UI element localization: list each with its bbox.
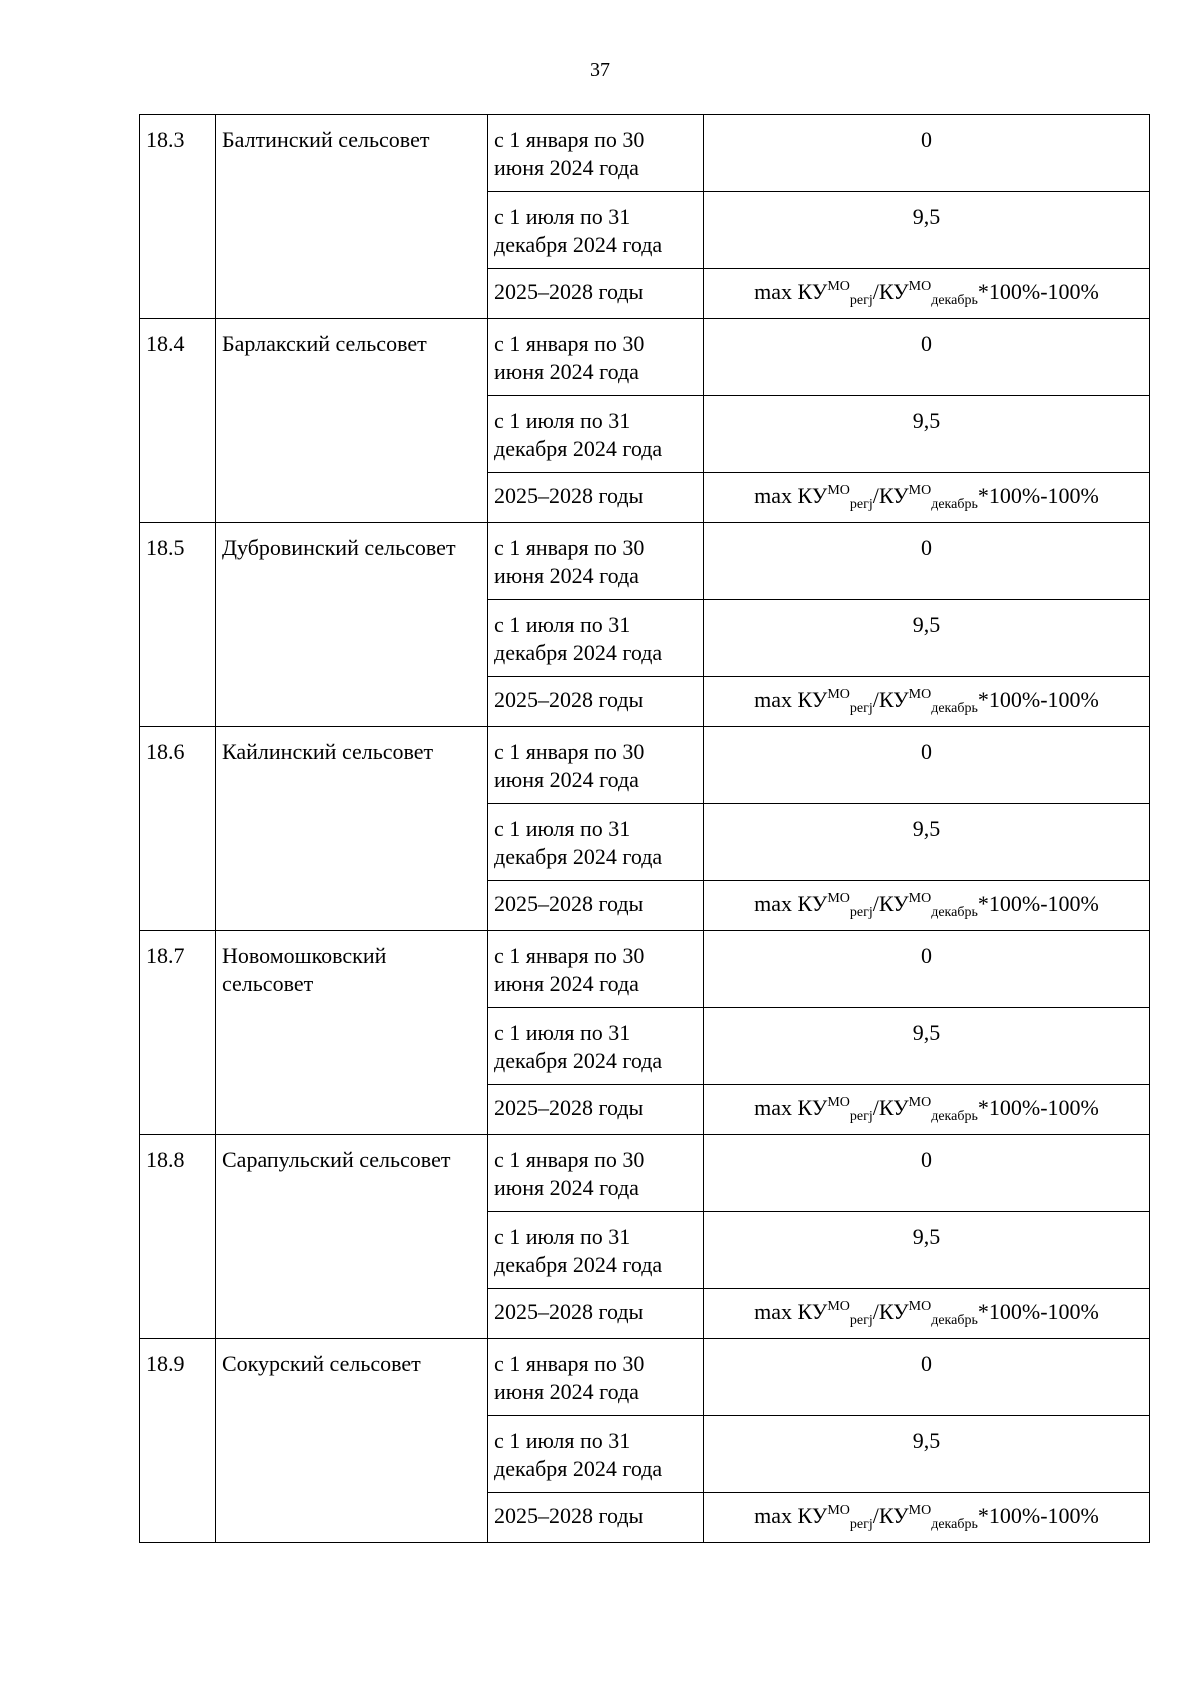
municipality-name: Дубровинский сельсовет [216, 523, 488, 727]
period-label: 2025–2028 годы [488, 473, 704, 523]
formula-sup: МО [827, 1095, 850, 1110]
row-number: 18.3 [140, 115, 216, 319]
table-row [140, 319, 1150, 396]
period-label: 2025–2028 годы [488, 1493, 704, 1543]
formula-suffix: *100%-100% [977, 1299, 1099, 1324]
index-value: 9,5 [704, 1008, 1150, 1085]
period-label: с 1 июля по 31 декабря 2024 года [488, 396, 704, 473]
formula-sup: МО [908, 279, 932, 294]
formula-suffix: *100%-100% [977, 891, 1099, 916]
period-label: 2025–2028 годы [488, 1289, 704, 1339]
formula-sup: МО [908, 687, 932, 702]
index-value: 9,5 [704, 192, 1150, 269]
formula-suffix: *100%-100% [977, 279, 1099, 304]
formula-sup: МО [908, 1503, 932, 1518]
period-label: 2025–2028 годы [488, 269, 704, 319]
table-row [140, 115, 1150, 192]
formula-sub: декабрь [931, 1313, 978, 1328]
formula-mid: /КУ [872, 279, 909, 304]
formula-sub: регj [849, 905, 873, 920]
municipality-name: Сарапульский сельсовет [216, 1135, 488, 1339]
index-value: 0 [704, 115, 1150, 192]
formula-prefix: max КУ [754, 1299, 828, 1324]
formula-sub: декабрь [931, 905, 978, 920]
period-label: с 1 января по 30 июня 2024 года [488, 931, 704, 1008]
index-value: 0 [704, 523, 1150, 600]
formula-prefix: max КУ [754, 687, 828, 712]
formula-sup: МО [908, 1095, 932, 1110]
table-row [140, 1339, 1150, 1416]
table-row [140, 1135, 1150, 1212]
index-value: 0 [704, 1339, 1150, 1416]
table-row [140, 727, 1150, 804]
index-formula [704, 881, 1150, 931]
municipality-name: Новомошковский сельсовет [216, 931, 488, 1135]
index-formula [704, 1085, 1150, 1135]
period-label: 2025–2028 годы [488, 881, 704, 931]
period-label: с 1 января по 30 июня 2024 года [488, 319, 704, 396]
municipality-name: Балтинский сельсовет [216, 115, 488, 319]
formula-mid: /КУ [872, 891, 909, 916]
index-formula [704, 1493, 1150, 1543]
formula-sup: МО [908, 1299, 932, 1314]
formula-sup: МО [827, 891, 850, 906]
table-row [140, 523, 1150, 600]
formula-sub: регj [849, 1109, 873, 1124]
formula-sup: МО [827, 687, 850, 702]
period-label: с 1 июля по 31 декабря 2024 года [488, 192, 704, 269]
formula-sub: декабрь [931, 1109, 978, 1124]
formula-suffix: *100%-100% [977, 687, 1099, 712]
formula-prefix: max КУ [754, 1095, 828, 1120]
municipality-name: Барлакский сельсовет [216, 319, 488, 523]
formula-sup: МО [908, 891, 932, 906]
formula-sup: МО [827, 279, 850, 294]
index-formula [704, 1289, 1150, 1339]
index-value: 9,5 [704, 804, 1150, 881]
index-value: 0 [704, 931, 1150, 1008]
formula-sub: декабрь [931, 1517, 978, 1532]
formula-sup: МО [827, 1503, 850, 1518]
index-value: 9,5 [704, 600, 1150, 677]
index-value: 0 [704, 727, 1150, 804]
formula-suffix: *100%-100% [977, 483, 1099, 508]
period-label: 2025–2028 годы [488, 1085, 704, 1135]
formula-sub: регj [849, 701, 873, 716]
index-value: 9,5 [704, 1212, 1150, 1289]
formula-suffix: *100%-100% [977, 1503, 1099, 1528]
table-body [140, 115, 1150, 1543]
period-label: с 1 января по 30 июня 2024 года [488, 523, 704, 600]
row-number: 18.5 [140, 523, 216, 727]
index-value: 0 [704, 319, 1150, 396]
formula-sub: регj [849, 1517, 873, 1532]
row-number: 18.8 [140, 1135, 216, 1339]
formula-prefix: max КУ [754, 891, 828, 916]
formula-prefix: max КУ [754, 1503, 828, 1528]
index-formula [704, 473, 1150, 523]
formula-prefix: max КУ [754, 279, 828, 304]
row-number: 18.4 [140, 319, 216, 523]
page-number: 37 [590, 59, 610, 81]
period-label: с 1 июля по 31 декабря 2024 года [488, 1416, 704, 1493]
formula-sub: декабрь [931, 497, 978, 512]
formula-mid: /КУ [872, 1095, 909, 1120]
row-number: 18.9 [140, 1339, 216, 1543]
formula-sub: декабрь [931, 701, 978, 716]
formula-mid: /КУ [872, 1503, 909, 1528]
period-label: с 1 июля по 31 декабря 2024 года [488, 1008, 704, 1085]
period-label: с 1 января по 30 июня 2024 года [488, 1135, 704, 1212]
formula-sub: регj [849, 293, 873, 308]
index-value: 9,5 [704, 1416, 1150, 1493]
period-label: с 1 января по 30 июня 2024 года [488, 115, 704, 192]
municipality-name: Кайлинский сельсовет [216, 727, 488, 931]
index-value: 9,5 [704, 396, 1150, 473]
period-label: с 1 июля по 31 декабря 2024 года [488, 1212, 704, 1289]
index-value: 0 [704, 1135, 1150, 1212]
table-row [140, 931, 1150, 1008]
formula-mid: /КУ [872, 687, 909, 712]
formula-sup: МО [827, 1299, 850, 1314]
formula-mid: /КУ [872, 483, 909, 508]
formula-sub: регj [849, 497, 873, 512]
row-number: 18.7 [140, 931, 216, 1135]
period-label: 2025–2028 годы [488, 677, 704, 727]
formula-mid: /КУ [872, 1299, 909, 1324]
index-formula [704, 269, 1150, 319]
municipality-name: Сокурский сельсовет [216, 1339, 488, 1543]
period-label: с 1 января по 30 июня 2024 года [488, 727, 704, 804]
row-number: 18.6 [140, 727, 216, 931]
period-label: с 1 июля по 31 декабря 2024 года [488, 600, 704, 677]
period-label: с 1 января по 30 июня 2024 года [488, 1339, 704, 1416]
tariff-table [139, 114, 1150, 1543]
formula-sup: МО [908, 483, 932, 498]
index-formula [704, 677, 1150, 727]
formula-sup: МО [827, 483, 850, 498]
formula-prefix: max КУ [754, 483, 828, 508]
period-label: с 1 июля по 31 декабря 2024 года [488, 804, 704, 881]
formula-suffix: *100%-100% [977, 1095, 1099, 1120]
formula-sub: регj [849, 1313, 873, 1328]
formula-sub: декабрь [931, 293, 978, 308]
